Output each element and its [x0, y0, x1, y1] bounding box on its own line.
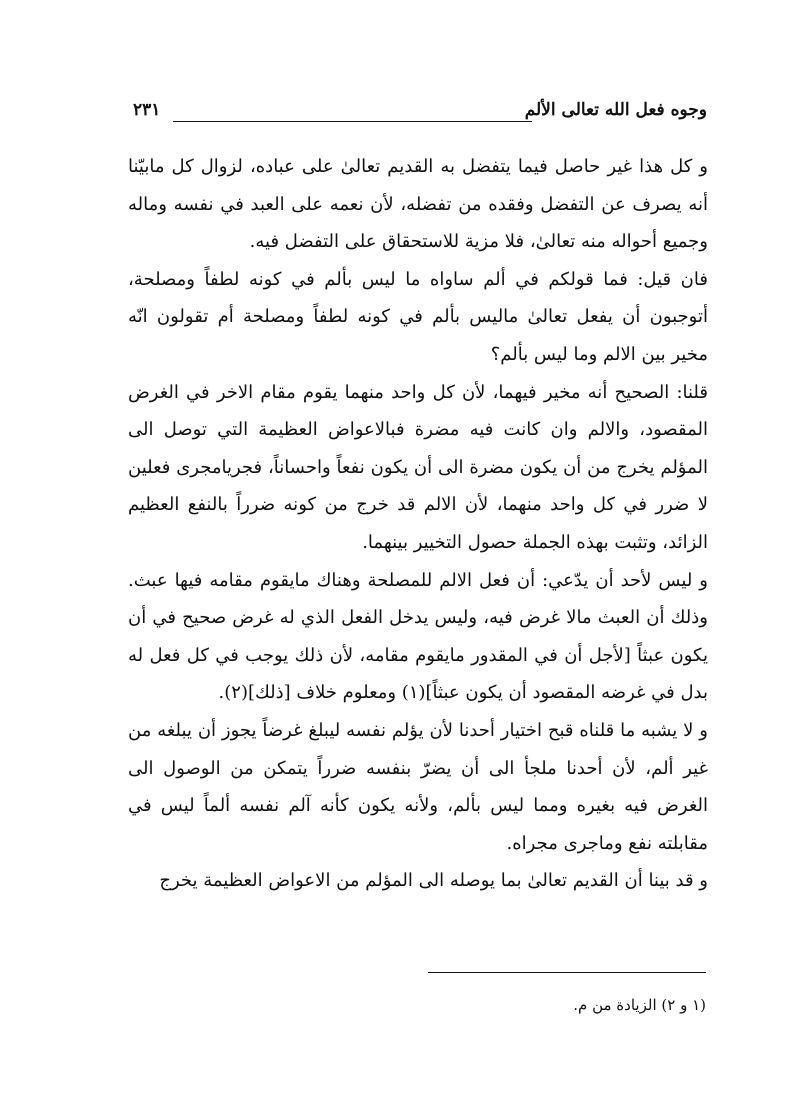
page-number: ٢٣١ — [133, 100, 161, 120]
paragraph: و ليس لأحد أن يدّعي: أن فعل الالم للمصلحة وهناك مايقوم مقامه فيها عبث. وذلك أن العبث مالا غرض فيه، وليس يدخل الفعل الذي له غرض صحيح في أن يكون عبثاً [لأجل أن في المقدور مايقوم مقامه، لأن ذلك يوجب في كل فعل له بدل في غرضه المقصود أن يكون عبثاً](١) ومعلوم خلاف [ذلك](٢). — [128, 569, 708, 704]
body-text — [128, 148, 708, 900]
running-title: وجوه فعل الله تعالى الألم — [524, 100, 707, 120]
paragraph: فان قيل: فما قولكم في ألم ساواه ما ليس بألم في كونه لطفاً ومصلحة، أتوجبون أن يفعل تعالىٰ ماليس بألم في كونه لطفاً ومصلحة أم تقولون انّه مخير بين الالم وما ليس بألم؟ — [128, 268, 708, 365]
footnote: (١ و ٢) الزيادة من م. — [573, 996, 706, 1014]
paragraph: و كل هذا غير حاصل فيما يتفضل به القديم تعالىٰ على عباده، لزوال كل مابيّنا أنه يصرف عن التفضل وفقده من تفضله، لأن نعمه على العبد في نفسه وماله وجميع أحواله منه تعالىٰ، فلا مزية للاستحقاق على التفضل فيه. — [128, 156, 709, 253]
header-rule — [173, 121, 532, 122]
paragraph: قلنا: الصحيح أنه مخير فيهما، لأن كل واحد منهما يقوم مقام الاخر في الغرض المقصود، والالم وان كانت فيه مضرة فبالاعواض العظيمة التي توصل الى المؤلم يخرج من أن يكون مضرة الى أن يكون نفعاً واحساناً، فجريامجرى فعلين لا ضرر في كل واحد منهما، لأن الالم قد خرج من كونه ضرراً بالنفع العظيم الزائد، وتثبت بهذه الجملة حصول التخيير بينهما. — [128, 381, 709, 553]
page-header — [133, 100, 707, 136]
footnote-rule — [428, 972, 706, 973]
paragraph: و قد بينا أن القديم تعالىٰ بما يوصله الى المؤلم من الاعواض العظيمة يخرج — [159, 870, 708, 892]
paragraph: و لا يشبه ما قلناه قبح اختيار أحدنا لأن يؤلم نفسه ليبلغ غرضاً يجوز أن يبلغه من غير ألم، لأن أحدنا ملجأ الى أن يضرّ بنفسه ضرراً يتمكن من الوصول الى الغرض فيه بغيره ومما ليس بألم، ولأنه يكون كأنه آلم نفسه ألماً ليس في مقابلته نفع وماجرى مجراه. — [128, 719, 708, 854]
